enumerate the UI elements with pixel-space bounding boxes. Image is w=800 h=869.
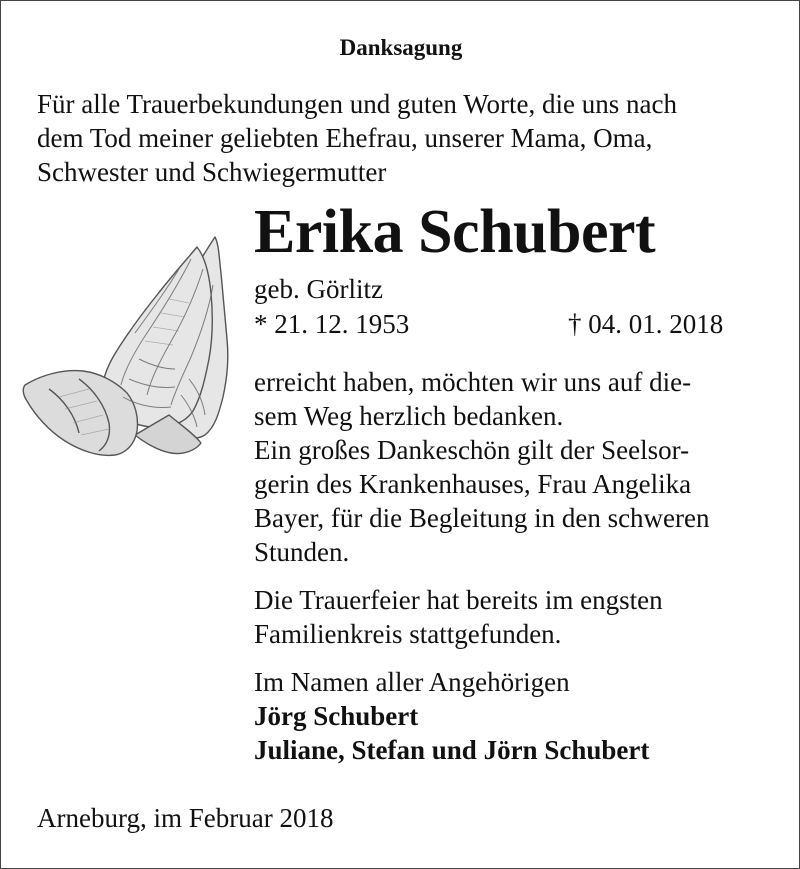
body-line: Bayer, für die Begleitung in den schweren	[254, 503, 710, 533]
praying-hands-icon	[19, 229, 249, 477]
signature-name: Juliane, Stefan und Jörn Schubert	[254, 735, 650, 765]
ceremony-line: Familienkreis stattgefunden.	[254, 619, 562, 649]
signature-intro: Im Namen aller Angehörigen	[254, 667, 570, 697]
body-line: erreicht haben, möchten wir uns auf die-	[254, 367, 692, 397]
ceremony-line: Die Trauerfeier hat bereits im engsten	[254, 585, 663, 615]
place-date: Arneburg, im Februar 2018	[37, 803, 334, 833]
intro-text	[37, 87, 677, 189]
body-line: gerin des Krankenhauses, Frau Angelika	[254, 469, 692, 499]
body-text	[254, 365, 710, 767]
deceased-name: Erika Schubert	[254, 198, 656, 266]
heading: Danksagung	[339, 35, 463, 60]
intro-line: Für alle Trauerbekundungen und guten Worte, die uns nach	[37, 89, 677, 119]
body-line: Stunden.	[254, 537, 350, 567]
maiden-name: geb. Görlitz	[254, 274, 383, 304]
body-line: Ein großes Dankeschön gilt der Seelsor-	[254, 435, 690, 465]
intro-line: Schwester und Schwiegermutter	[37, 157, 387, 187]
signature-name: Jörg Schubert	[254, 701, 419, 731]
body-line: sem Weg herzlich bedanken.	[254, 401, 564, 431]
birth-date: * 21. 12. 1953	[254, 309, 410, 339]
intro-line: dem Tod meiner geliebten Ehefrau, unserer Mama, Oma,	[37, 123, 653, 153]
death-date: † 04. 01. 2018	[568, 309, 724, 339]
